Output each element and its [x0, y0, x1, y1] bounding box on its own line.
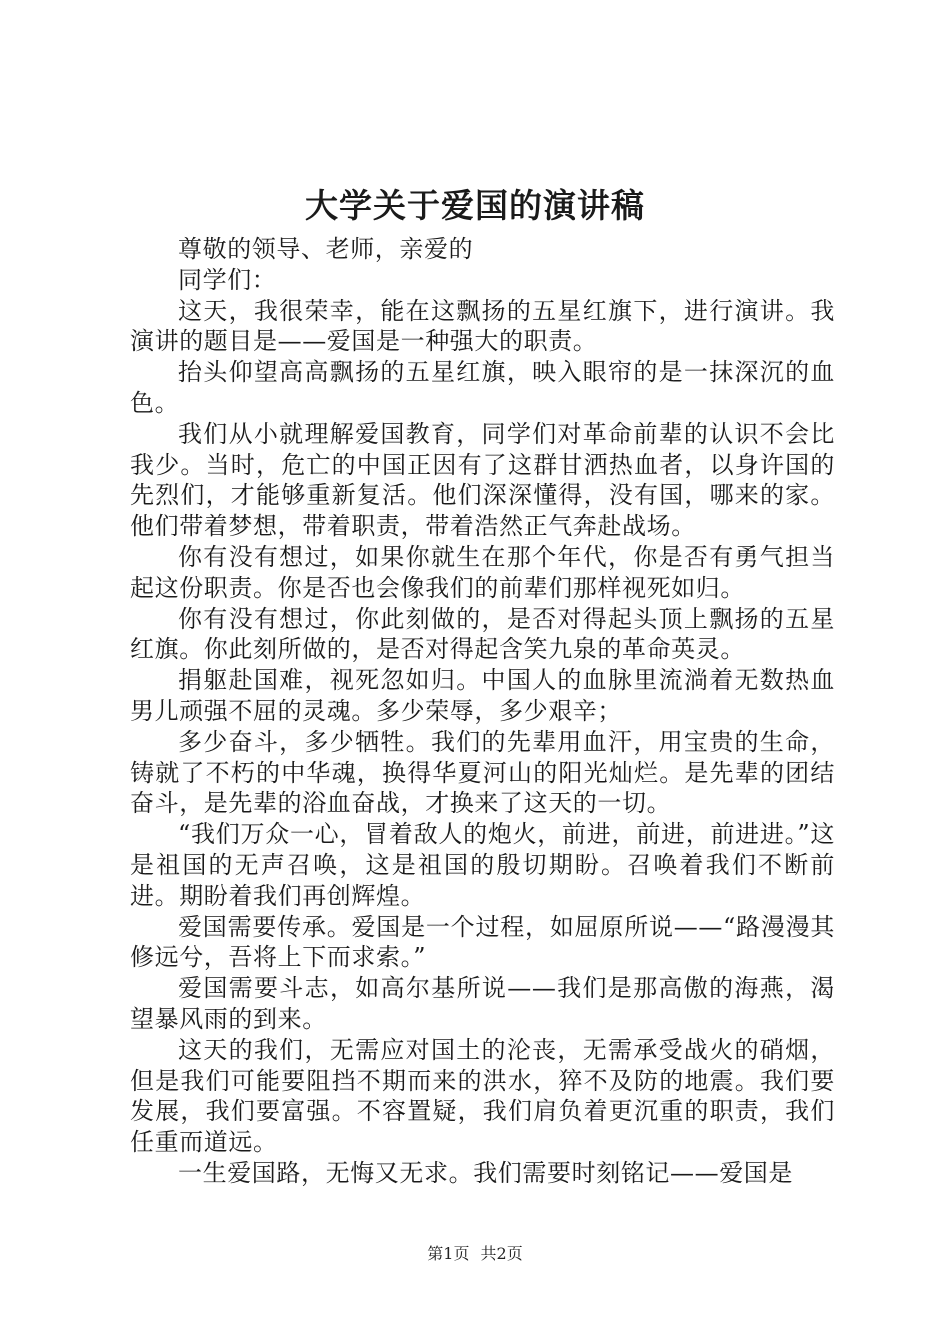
paragraph: 一生爱国路，无悔又无求。我们需要时刻铭记——爱国是 [178, 1158, 793, 1187]
paragraph: 爱国需要斗志，如高尔基所说——我们是那高傲的海燕，渴望暴风雨的到来。 [130, 974, 835, 1033]
paragraph: 你有没有想过，如果你就生在那个年代，你是否有勇气担当起这份职责。你是否也会像我们的前辈们那样视死如归。 [130, 542, 835, 602]
paragraph-salutation: 尊敬的领导、老师，亲爱的 [178, 235, 474, 263]
paragraph: 你有没有想过，你此刻做的，是否对得起头顶上飘扬的五星红旗。你此刻所做的，是否对得起含笑九泉的革命英灵。 [130, 604, 835, 664]
paragraph-quote: “我们万众一心，冒着敌人的炮火，前进，前进，前进进。”这是祖国的无声召唤，这是祖国的殷切期盼。召唤着我们不断前进。期盼着我们再创辉煌。 [130, 820, 835, 910]
paragraph: 这天的我们，无需应对国土的沦丧，无需承受战火的硝烟，但是我们可能要阻挡不期而来的洪水，猝不及防的地震。我们要发展，我们要富强。不容置疑，我们肩负着更沉重的职责，我们任重而道远。 [130, 1035, 835, 1157]
document-body [130, 234, 835, 1189]
page-total: 共2页 [480, 1244, 523, 1263]
paragraph: 捐躯赴国难，视死忽如归。中国人的血脉里流淌着无数热血男儿顽强不屈的灵魂。多少荣辱，多少艰辛； [130, 666, 835, 725]
paragraph: 这天，我很荣幸，能在这飘扬的五星红旗下，进行演讲。我演讲的题目是——爱国是一种强大的职责。 [130, 296, 835, 356]
paragraph: 多少奋斗，多少牺牲。我们的先辈用血汗，用宝贵的生命，铸就了不朽的中华魂，换得华夏河山的阳光灿烂。是先辈的团结奋斗，是先辈的浴血奋战，才换来了这天的一切。 [130, 727, 835, 818]
page-title: 大学关于爱国的演讲稿 [305, 186, 645, 225]
page-footer [0, 1242, 950, 1266]
paragraph: 抬头仰望高高飘扬的五星红旗，映入眼帘的是一抹深沉的血色。 [130, 358, 835, 417]
paragraph-salutation-cont: 同学们： [178, 265, 277, 294]
paragraph: 爱国需要传承。爱国是一个过程，如屈原所说——“路漫漫其修远兮，吾将上下而求索。” [130, 912, 835, 972]
page-number: 第1页 [427, 1244, 470, 1263]
paragraph: 我们从小就理解爱国教育，同学们对革命前辈的认识不会比我少。当时，危亡的中国正因有了这群甘洒热血者，以身许国的先烈们，才能够重新复活。他们深深懂得，没有国，哪来的家。他们带着梦想，带着职责，带着浩然正气奔赴战场。 [130, 419, 835, 541]
